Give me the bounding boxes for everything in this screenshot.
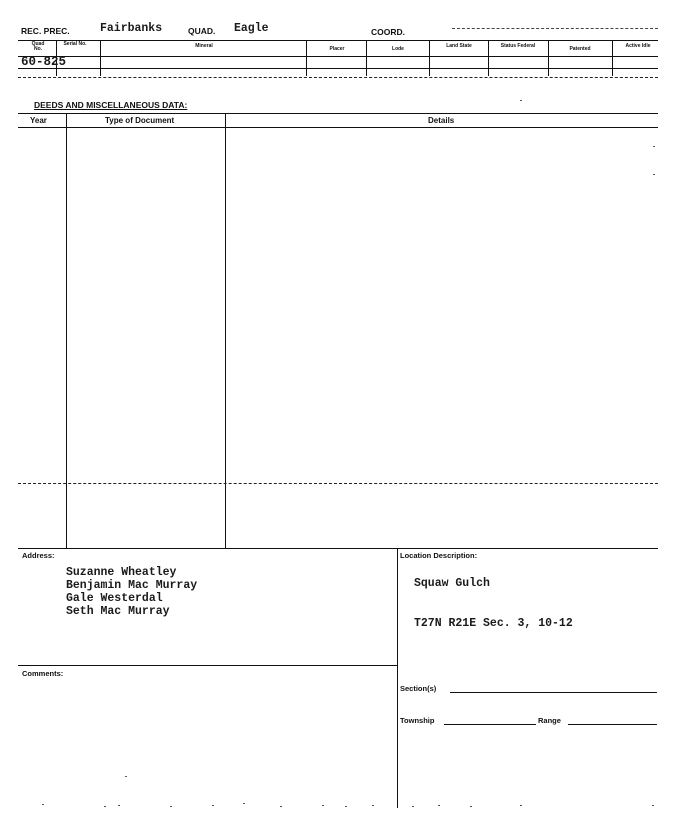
col-status-federal: Status Federal [500, 43, 536, 49]
comments-label: Comments: [22, 669, 64, 678]
comments-rule [18, 665, 397, 666]
rec-prec-value: Fairbanks [100, 22, 163, 35]
location-label: Location Description: [400, 551, 478, 560]
deeds-dashed-rule [18, 483, 658, 484]
col-mineral: Mineral [195, 43, 213, 49]
col-land-state: Land State [446, 43, 472, 49]
rec-div-4 [366, 41, 367, 76]
range-label: Range [538, 716, 561, 725]
section-label: Section(s) [400, 684, 437, 693]
col-placer: Placer [329, 46, 345, 52]
township-label: Township [400, 716, 435, 725]
rec-prec-label: REC. PREC. [21, 26, 70, 36]
record-header-rule [18, 56, 658, 57]
header-rule [18, 40, 658, 41]
township-line [444, 724, 536, 725]
address-label: Address: [22, 551, 55, 560]
rec-div-8 [612, 41, 613, 76]
col-active-idle: Active Idle [625, 43, 651, 49]
rec-div-3 [306, 41, 307, 76]
section-line [450, 692, 657, 693]
quad-value: Eagle [234, 22, 269, 35]
location-line-1: Squaw Gulch [414, 577, 490, 590]
header-top-dashes [452, 28, 658, 29]
record-bottom-dashes [18, 77, 658, 78]
deeds-col-type: Type of Document [105, 116, 175, 125]
address-name-1: Suzanne Wheatley [66, 566, 177, 579]
rec-div-6 [488, 41, 489, 76]
col-patented: Patented [569, 46, 591, 52]
deeds-col-year: Year [30, 116, 47, 125]
rec-div-2 [100, 41, 101, 76]
col-lode: Lode [392, 46, 404, 52]
rec-div-5 [429, 41, 430, 76]
col-quad-no: Quad No. [31, 41, 45, 52]
deeds-section-title: DEEDS AND MISCELLANEOUS DATA: [34, 100, 188, 110]
range-line [568, 724, 657, 725]
record-row-rule [18, 68, 658, 69]
coord-label: COORD. [371, 27, 405, 37]
rec-div-7 [548, 41, 549, 76]
deeds-bottom-rule [18, 548, 658, 549]
quad-label: QUAD. [188, 26, 216, 36]
address-location-divider [397, 548, 398, 808]
quad-serial-value: 60-825 [21, 55, 67, 69]
address-name-3: Gale Westerdal [66, 592, 163, 605]
deeds-header-rule [18, 127, 658, 128]
address-name-2: Benjamin Mac Murray [66, 579, 198, 592]
location-line-2: T27N R21E Sec. 3, 10-12 [414, 617, 573, 630]
deeds-top-rule [18, 113, 658, 114]
address-name-4: Seth Mac Murray [66, 605, 170, 618]
col-serial-no: Serial No. [63, 41, 87, 47]
deeds-col-details: Details [428, 116, 455, 125]
